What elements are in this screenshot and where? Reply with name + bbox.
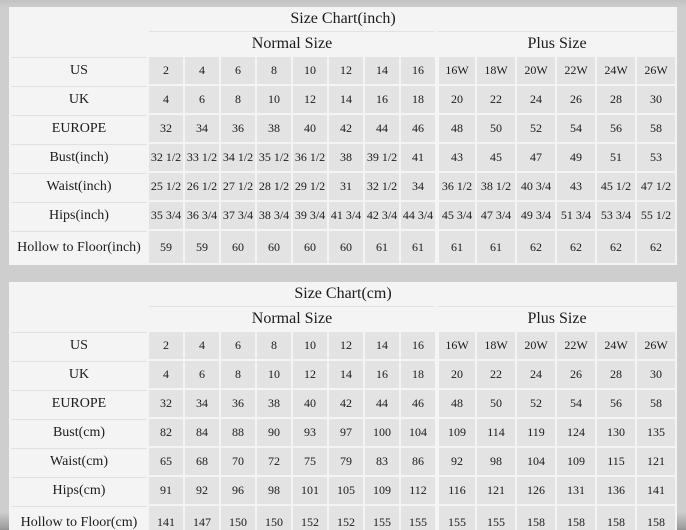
size-cell: 109 — [437, 419, 475, 446]
table-row — [11, 202, 675, 229]
size-cell: 58 — [637, 390, 675, 417]
size-cell: 24 — [517, 86, 555, 113]
group-normal-size: Normal Size — [149, 306, 435, 330]
size-cell: 41 3/4 — [329, 202, 363, 229]
size-cell: 6 — [221, 57, 255, 84]
row-label: US — [11, 332, 147, 359]
size-cell: 42 3/4 — [365, 202, 399, 229]
size-cell: 88 — [221, 419, 255, 446]
size-cell: 34 — [185, 115, 219, 142]
size-cell: 150 — [257, 506, 291, 530]
table-row — [11, 419, 675, 446]
size-cell: 26 — [557, 361, 595, 388]
corner-cell — [11, 306, 147, 330]
size-cell: 35 1/2 — [257, 144, 291, 171]
size-cell: 109 — [557, 448, 595, 475]
size-cell: 18W — [477, 332, 515, 359]
size-cell: 44 — [365, 115, 399, 142]
size-cell: 45 — [477, 144, 515, 171]
size-cell: 46 — [401, 390, 435, 417]
row-label: US — [11, 57, 147, 84]
size-cell: 39 3/4 — [293, 202, 327, 229]
size-cell: 18 — [401, 361, 435, 388]
size-cell: 62 — [637, 231, 675, 263]
table-row — [11, 173, 675, 200]
size-cell: 65 — [149, 448, 183, 475]
size-group-row — [11, 306, 675, 330]
size-cell: 97 — [329, 419, 363, 446]
size-cell: 2 — [149, 332, 183, 359]
size-cell: 4 — [149, 361, 183, 388]
corner-cell — [11, 31, 147, 55]
row-label: Waist(inch) — [11, 173, 147, 200]
table-row — [11, 361, 675, 388]
size-cell: 8 — [221, 86, 255, 113]
size-cell: 152 — [293, 506, 327, 530]
table-row — [11, 115, 675, 142]
size-cell: 32 1/2 — [365, 173, 399, 200]
size-cell: 98 — [257, 477, 291, 504]
row-label: EUROPE — [11, 115, 147, 142]
size-cell: 124 — [557, 419, 595, 446]
size-chart-table-inch — [9, 7, 677, 265]
size-cell: 10 — [257, 361, 291, 388]
size-cell: 147 — [185, 506, 219, 530]
size-cell: 43 — [557, 173, 595, 200]
size-cell: 28 1/2 — [257, 173, 291, 200]
size-cell: 131 — [557, 477, 595, 504]
size-cell: 14 — [329, 86, 363, 113]
size-cell: 42 — [329, 390, 363, 417]
size-cell: 158 — [517, 506, 555, 530]
size-cell: 59 — [149, 231, 183, 263]
size-cell: 38 — [257, 390, 291, 417]
size-cell: 40 — [293, 115, 327, 142]
size-cell: 152 — [329, 506, 363, 530]
size-cell: 18 — [401, 86, 435, 113]
size-cell: 12 — [293, 361, 327, 388]
size-cell: 47 — [517, 144, 555, 171]
size-cell: 61 — [477, 231, 515, 263]
size-cell: 70 — [221, 448, 255, 475]
size-cell: 20 — [437, 86, 475, 113]
size-cell: 62 — [517, 231, 555, 263]
size-cell: 32 — [149, 115, 183, 142]
size-cell: 158 — [557, 506, 595, 530]
size-cell: 36 3/4 — [185, 202, 219, 229]
size-cell: 4 — [185, 57, 219, 84]
table-row — [11, 477, 675, 504]
size-cell: 38 3/4 — [257, 202, 291, 229]
row-label: EUROPE — [11, 390, 147, 417]
size-cell: 44 3/4 — [401, 202, 435, 229]
size-cell: 56 — [597, 115, 635, 142]
size-cell: 22 — [477, 86, 515, 113]
size-cell: 49 3/4 — [517, 202, 555, 229]
size-cell: 72 — [257, 448, 291, 475]
size-cell: 34 1/2 — [221, 144, 255, 171]
size-cell: 46 — [401, 115, 435, 142]
size-cell: 10 — [293, 57, 327, 84]
size-cell: 60 — [293, 231, 327, 263]
size-cell: 10 — [293, 332, 327, 359]
size-group-row — [11, 31, 675, 55]
size-cell: 12 — [293, 86, 327, 113]
size-cell: 54 — [557, 390, 595, 417]
size-cell: 36 1/2 — [293, 144, 327, 171]
size-cell: 54 — [557, 115, 595, 142]
size-cell: 22 — [477, 361, 515, 388]
size-cell: 4 — [185, 332, 219, 359]
size-cell: 62 — [557, 231, 595, 263]
size-cell: 58 — [637, 115, 675, 142]
size-cell: 101 — [293, 477, 327, 504]
size-cell: 14 — [329, 361, 363, 388]
group-normal-size: Normal Size — [149, 31, 435, 55]
size-cell: 47 3/4 — [477, 202, 515, 229]
size-cell: 60 — [221, 231, 255, 263]
size-cell: 50 — [477, 390, 515, 417]
size-cell: 104 — [401, 419, 435, 446]
size-cell: 10 — [257, 86, 291, 113]
size-cell: 86 — [401, 448, 435, 475]
table-row — [11, 448, 675, 475]
size-cell: 6 — [185, 86, 219, 113]
size-cell: 61 — [401, 231, 435, 263]
size-cell: 112 — [401, 477, 435, 504]
size-cell: 61 — [365, 231, 399, 263]
size-cell: 51 3/4 — [557, 202, 595, 229]
table-row — [11, 144, 675, 171]
table-row — [11, 506, 675, 530]
size-cell: 37 3/4 — [221, 202, 255, 229]
size-cell: 28 — [597, 86, 635, 113]
size-cell: 24W — [597, 332, 635, 359]
size-chart-table-cm — [9, 282, 677, 530]
size-cell: 32 — [149, 390, 183, 417]
size-cell: 53 — [637, 144, 675, 171]
size-cell: 83 — [365, 448, 399, 475]
size-cell: 26 — [557, 86, 595, 113]
group-plus-size: Plus Size — [437, 31, 675, 55]
size-cell: 34 — [185, 390, 219, 417]
size-cell: 16 — [401, 332, 435, 359]
size-cell: 93 — [293, 419, 327, 446]
size-cell: 8 — [221, 361, 255, 388]
size-cell: 105 — [329, 477, 363, 504]
size-cell: 38 — [329, 144, 363, 171]
size-cell: 109 — [365, 477, 399, 504]
table-title: Size Chart(cm) — [11, 284, 675, 304]
size-cell: 90 — [257, 419, 291, 446]
size-cell: 59 — [185, 231, 219, 263]
size-cell: 158 — [597, 506, 635, 530]
size-cell: 136 — [597, 477, 635, 504]
size-cell: 20W — [517, 332, 555, 359]
size-cell: 2 — [149, 57, 183, 84]
size-cell: 79 — [329, 448, 363, 475]
size-cell: 8 — [257, 332, 291, 359]
size-cell: 12 — [329, 57, 363, 84]
size-cell: 48 — [437, 390, 475, 417]
size-cell: 116 — [437, 477, 475, 504]
size-cell: 4 — [149, 86, 183, 113]
row-label: Bust(cm) — [11, 419, 147, 446]
size-cell: 29 1/2 — [293, 173, 327, 200]
table-row — [11, 86, 675, 113]
size-cell: 16 — [401, 57, 435, 84]
size-cell: 50 — [477, 115, 515, 142]
size-cell: 31 — [329, 173, 363, 200]
size-cell: 92 — [437, 448, 475, 475]
size-cell: 16 — [365, 361, 399, 388]
size-cell: 22W — [557, 57, 595, 84]
size-cell: 26W — [637, 332, 675, 359]
size-cell: 45 1/2 — [597, 173, 635, 200]
table-row — [11, 231, 675, 263]
row-label: Hollow to Floor(inch) — [11, 231, 147, 263]
size-cell: 39 1/2 — [365, 144, 399, 171]
size-cell: 41 — [401, 144, 435, 171]
size-cell: 141 — [637, 477, 675, 504]
size-cell: 45 3/4 — [437, 202, 475, 229]
size-cell: 38 — [257, 115, 291, 142]
size-cell: 121 — [477, 477, 515, 504]
size-cell: 44 — [365, 390, 399, 417]
size-cell: 6 — [185, 361, 219, 388]
table-row — [11, 332, 675, 359]
group-plus-size: Plus Size — [437, 306, 675, 330]
size-cell: 84 — [185, 419, 219, 446]
size-cell: 56 — [597, 390, 635, 417]
size-cell: 135 — [637, 419, 675, 446]
size-cell: 16W — [437, 57, 475, 84]
size-cell: 98 — [477, 448, 515, 475]
size-cell: 12 — [329, 332, 363, 359]
row-label: Waist(cm) — [11, 448, 147, 475]
size-cell: 141 — [149, 506, 183, 530]
row-label: Hips(inch) — [11, 202, 147, 229]
table-row — [11, 57, 675, 84]
size-cell: 25 1/2 — [149, 173, 183, 200]
size-cell: 91 — [149, 477, 183, 504]
size-cell: 82 — [149, 419, 183, 446]
size-cell: 32 1/2 — [149, 144, 183, 171]
size-cell: 52 — [517, 115, 555, 142]
size-cell: 155 — [365, 506, 399, 530]
table-row — [11, 390, 675, 417]
size-cell: 20W — [517, 57, 555, 84]
size-cell: 150 — [221, 506, 255, 530]
size-cell: 68 — [185, 448, 219, 475]
size-cell: 49 — [557, 144, 595, 171]
size-cell: 104 — [517, 448, 555, 475]
size-cell: 119 — [517, 419, 555, 446]
size-cell: 30 — [637, 361, 675, 388]
size-cell: 28 — [597, 361, 635, 388]
size-cell: 75 — [293, 448, 327, 475]
size-cell: 126 — [517, 477, 555, 504]
size-cell: 155 — [477, 506, 515, 530]
size-cell: 34 — [401, 173, 435, 200]
table-title: Size Chart(inch) — [11, 9, 675, 29]
size-cell: 100 — [365, 419, 399, 446]
size-cell: 6 — [221, 332, 255, 359]
size-cell: 14 — [365, 57, 399, 84]
size-cell: 130 — [597, 419, 635, 446]
row-label: Bust(inch) — [11, 144, 147, 171]
size-cell: 16 — [365, 86, 399, 113]
size-cell: 14 — [365, 332, 399, 359]
size-cell: 60 — [329, 231, 363, 263]
size-cell: 36 1/2 — [437, 173, 475, 200]
size-cell: 52 — [517, 390, 555, 417]
size-cell: 158 — [637, 506, 675, 530]
size-cell: 155 — [437, 506, 475, 530]
size-cell: 43 — [437, 144, 475, 171]
size-cell: 40 3/4 — [517, 173, 555, 200]
row-label: UK — [11, 361, 147, 388]
size-cell: 62 — [597, 231, 635, 263]
size-cell: 92 — [185, 477, 219, 504]
size-cell: 55 1/2 — [637, 202, 675, 229]
size-cell: 30 — [637, 86, 675, 113]
size-cell: 36 — [221, 390, 255, 417]
size-cell: 26W — [637, 57, 675, 84]
size-cell: 53 3/4 — [597, 202, 635, 229]
row-label: Hollow to Floor(cm) — [11, 506, 147, 530]
size-cell: 33 1/2 — [185, 144, 219, 171]
size-cell: 38 1/2 — [477, 173, 515, 200]
size-cell: 26 1/2 — [185, 173, 219, 200]
size-cell: 48 — [437, 115, 475, 142]
size-cell: 24W — [597, 57, 635, 84]
size-cell: 22W — [557, 332, 595, 359]
size-cell: 51 — [597, 144, 635, 171]
size-cell: 27 1/2 — [221, 173, 255, 200]
row-label: Hips(cm) — [11, 477, 147, 504]
size-cell: 16W — [437, 332, 475, 359]
size-cell: 36 — [221, 115, 255, 142]
size-cell: 35 3/4 — [149, 202, 183, 229]
size-cell: 114 — [477, 419, 515, 446]
size-cell: 47 1/2 — [637, 173, 675, 200]
size-cell: 20 — [437, 361, 475, 388]
title-row — [11, 9, 675, 29]
size-cell: 18W — [477, 57, 515, 84]
size-cell: 42 — [329, 115, 363, 142]
size-cell: 155 — [401, 506, 435, 530]
size-cell: 40 — [293, 390, 327, 417]
row-label: UK — [11, 86, 147, 113]
size-cell: 61 — [437, 231, 475, 263]
size-cell: 121 — [637, 448, 675, 475]
title-row — [11, 284, 675, 304]
size-cell: 60 — [257, 231, 291, 263]
size-cell: 115 — [597, 448, 635, 475]
size-cell: 8 — [257, 57, 291, 84]
size-charts-container — [0, 7, 686, 530]
size-cell: 24 — [517, 361, 555, 388]
size-cell: 96 — [221, 477, 255, 504]
